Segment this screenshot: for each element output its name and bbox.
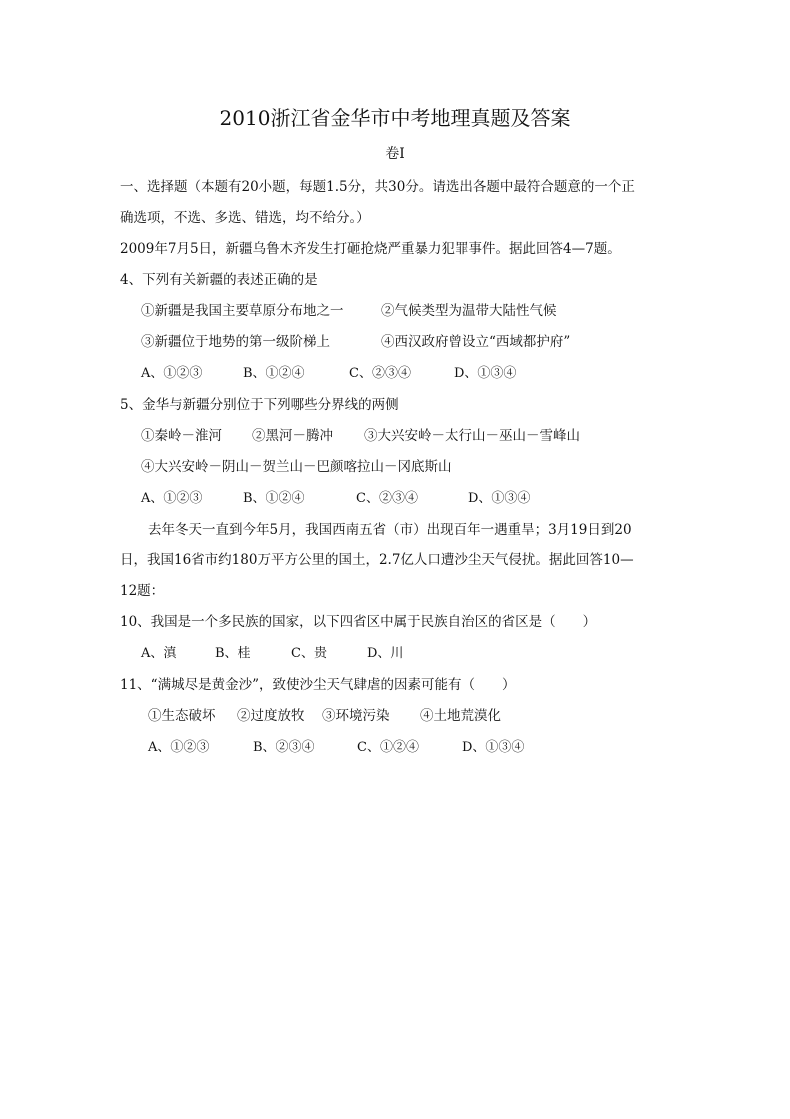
context-paragraph-2-line-2: 日，我国16省市约180万平方公里的国土，2.7亿人口遭沙尘天气侵扰。据此回答10— (120, 552, 634, 568)
section-intro-line-1: 一、选择题（本题有20小题，每题1.5分，共30分。请选出各题中最符合题意的一个正 (120, 179, 635, 195)
option-b: B、②③④ (253, 740, 315, 755)
question-5-statement-1: ①秦岭－淮河 (141, 428, 222, 444)
option-c: C、②③④ (349, 366, 411, 381)
document-title: 2010浙江省金华市中考地理真题及答案 (219, 106, 571, 130)
question-5-options (141, 489, 561, 509)
question-5-stem: 5、金华与新疆分别位于下列哪些分界线的两侧 (120, 397, 399, 413)
option-b: B、桂 (215, 646, 251, 661)
question-11-statement-3: ③环境污染 (322, 708, 390, 724)
option-d: D、①③④ (462, 740, 525, 755)
question-5-statement-3: ③大兴安岭－太行山－巫山－雪峰山 (364, 428, 580, 444)
question-5-statement-4: ④大兴安岭－阴山－贺兰山－巴颜喀拉山－冈底斯山 (141, 459, 452, 475)
question-10-stem: 10、我国是一个多民族的国家，以下四省区中属于民族自治区的省区是（ ） (120, 614, 597, 630)
option-a: A、①②③ (141, 366, 203, 381)
option-d: D、川 (367, 646, 404, 661)
option-c: C、①②④ (357, 740, 419, 755)
option-a: A、①②③ (141, 491, 203, 506)
option-a: A、①②③ (148, 740, 210, 755)
question-10-options (141, 644, 441, 664)
question-4-options (141, 364, 561, 384)
question-5-statement-2: ②黑河－腾冲 (252, 428, 333, 444)
question-11-statement-1: ①生态破坏 (148, 708, 216, 724)
question-4-statement-4: ④西汉政府曾设立“西域都护府” (381, 334, 571, 350)
question-4-stem: 4、下列有关新疆的表述正确的是 (120, 272, 318, 288)
question-4-statement-2: ②气候类型为温带大陆性气候 (381, 303, 557, 319)
context-paragraph-1: 2009年7月5日，新疆乌鲁木齐发生打砸抢烧严重暴力犯罪事件。据此回答4—7题。 (120, 241, 621, 257)
paper-section-label: 卷Ⅰ (385, 146, 405, 162)
question-4-statement-3: ③新疆位于地势的第一级阶梯上 (141, 334, 330, 350)
question-11-statement-4: ④土地荒漠化 (420, 708, 501, 724)
option-d: D、①③④ (468, 491, 531, 506)
option-b: B、①②④ (243, 491, 305, 506)
option-a: A、滇 (141, 646, 177, 661)
option-c: C、②③④ (356, 491, 418, 506)
option-b: B、①②④ (243, 366, 305, 381)
question-11-stem: 11、“满城尽是黄金沙”，致使沙尘天气肆虐的因素可能有（ ） (120, 677, 516, 693)
section-intro-line-2: 确选项，不选、多选、错选，均不给分。） (120, 210, 370, 226)
question-11-statement-2: ②过度放牧 (237, 708, 305, 724)
question-4-statement-1: ①新疆是我国主要草原分布地之一 (141, 303, 344, 319)
option-c: C、贵 (291, 646, 327, 661)
option-d: D、①③④ (454, 366, 517, 381)
question-11-options (148, 738, 548, 758)
context-paragraph-2-line-3: 12题： (120, 583, 165, 599)
context-paragraph-2-line-1: 去年冬天一直到今年5月，我国西南五省（市）出现百年一遇重旱；3月19日到20 (148, 522, 632, 538)
